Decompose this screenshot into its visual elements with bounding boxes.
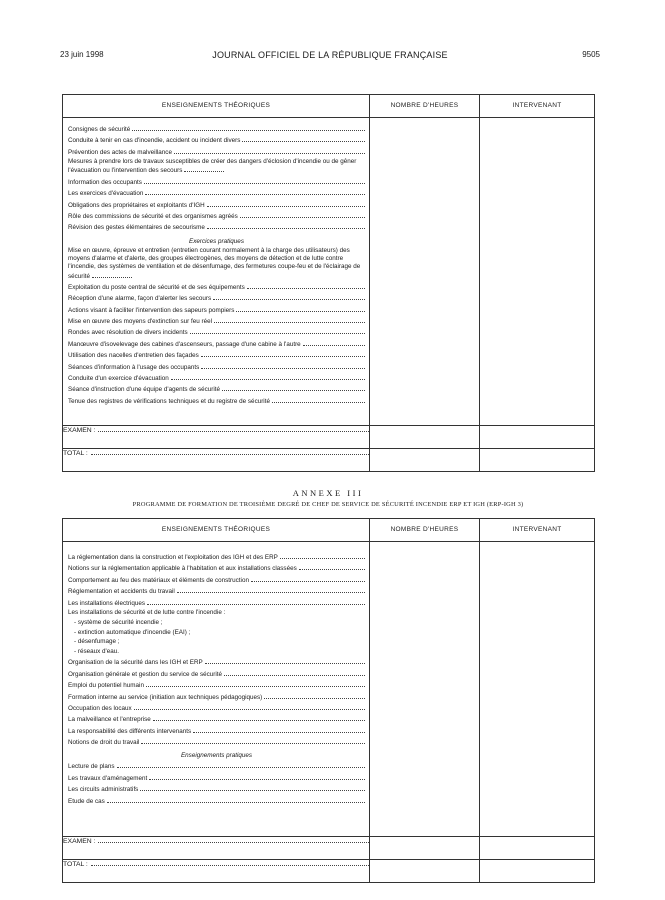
list-item: Révision des gestes élémentaires de secourisme bbox=[68, 222, 365, 233]
list-item: Occupation des locaux bbox=[68, 703, 365, 714]
table-programme-2 bbox=[62, 94, 595, 472]
list-item: Les installations électriques bbox=[68, 598, 365, 609]
total-label: TOTAL : bbox=[63, 861, 88, 868]
theory-list bbox=[63, 118, 369, 411]
total-label: TOTAL : bbox=[63, 450, 88, 457]
list-item: La réglementation dans la construction et l'exploitation des IGH et des ERP bbox=[68, 552, 365, 563]
list-item: Les exercices d'évacuation bbox=[68, 188, 365, 199]
col-header-enseignements: ENSEIGNEMENTS THÉORIQUES bbox=[63, 95, 370, 118]
table-programme-3 bbox=[62, 518, 595, 883]
list-item: Comportement au feu des matériaux et éléments de construction bbox=[68, 575, 365, 586]
exam-hours-cell bbox=[370, 426, 480, 449]
list-item: La malveillance et l'entreprise bbox=[68, 714, 365, 725]
exam-hours-cell bbox=[370, 837, 480, 860]
page-header bbox=[60, 50, 600, 64]
sub-item: - désenfumage ; bbox=[74, 638, 120, 646]
list-item: Séances d'information à l'usage des occupants bbox=[68, 362, 365, 373]
list-item: Information des occupants bbox=[68, 177, 365, 188]
header-date: 23 juin 1998 bbox=[60, 50, 104, 59]
list-item: Actions visant à faciliter l'intervention des sapeurs pompiers bbox=[68, 305, 365, 316]
list-item: Les travaux d'aménagement bbox=[68, 773, 365, 784]
header-page-number: 9505 bbox=[582, 50, 600, 59]
hours-cell bbox=[370, 118, 480, 426]
total-intervenant-cell bbox=[480, 449, 595, 472]
intervenant-cell bbox=[480, 542, 595, 837]
list-item: Organisation générale et gestion du service de sécurité bbox=[68, 669, 365, 680]
list-item: Manœuvre d'isovelevage des cabines d'ascenseurs, passage d'une cabine à l'autre bbox=[68, 339, 365, 350]
list-item: La responsabilité des différents intervenants bbox=[68, 726, 365, 737]
header-title: JOURNAL OFFICIEL DE LA RÉPUBLIQUE FRANÇAISE bbox=[212, 50, 448, 60]
list-item: Formation interne au service (initiation aux techniques pédagogiques) bbox=[68, 692, 365, 703]
col-header-intervenant: INTERVENANT bbox=[480, 519, 595, 542]
list-item: Tenue des registres de vérifications techniques et du registre de sécurité bbox=[68, 396, 365, 407]
annexe-subtitle: PROGRAMME DE FORMATION DE TROISIÈME DEGRÉ DE CHEF DE SERVICE DE SÉCURITÉ INCENDIE ERP ET IGH (ERP-IGH 3) bbox=[132, 501, 524, 508]
content-cell bbox=[63, 542, 370, 837]
list-item: Obligations des propriétaires et exploitants d'IGH bbox=[68, 200, 365, 211]
list-item: Conduite d'un exercice d'évacuation bbox=[68, 373, 365, 384]
list-item: Mise en œuvre, épreuve et entretien (entretien courant normalement à la charge des utilisateurs) des moyens d'alarme et d'alerte, des groupes électrogènes, des moyens de détection et de lutte contre l'incendie, des systèmes de ventilation et de désenfumage, des fermetures coupe-feu et de l'éclairage de sécurité bbox=[68, 246, 361, 280]
exam-label: EXAMEN : bbox=[63, 838, 96, 845]
col-header-heures: NOMBRE D'HEURES bbox=[370, 95, 480, 118]
list-item: Mise en œuvre des moyens d'extinction sur feu réel bbox=[68, 316, 365, 327]
list-item: Réglementation et accidents du travail bbox=[68, 586, 365, 597]
total-hours-cell bbox=[370, 860, 480, 883]
exam-intervenant-cell bbox=[480, 426, 595, 449]
list-item: Rôle des commissions de sécurité et des organismes agréés bbox=[68, 211, 365, 222]
annexe-heading bbox=[62, 488, 594, 508]
intervenant-cell bbox=[480, 118, 595, 426]
sub-item: - extinction automatique d'incendie (EAI) ; bbox=[74, 628, 191, 636]
list-item: Lecture de plans bbox=[68, 761, 365, 772]
total-hours-cell bbox=[370, 449, 480, 472]
list-item: Consignes de sécurité bbox=[68, 124, 365, 135]
section-heading: Exercices pratiques bbox=[189, 237, 244, 245]
list-item: Emploi du potentiel humain bbox=[68, 680, 365, 691]
annexe-title: ANNEXE III bbox=[292, 488, 364, 498]
installations-sublist bbox=[68, 619, 365, 657]
list-item: Mesures à prendre lors de travaux susceptibles de créer des dangers d'éclosion d'incendie ou de gêner l'évacuation ou l'intervention des secours bbox=[68, 158, 357, 175]
exam-label: EXAMEN : bbox=[63, 427, 96, 434]
sub-item: - système de sécurité incendie ; bbox=[74, 618, 163, 626]
list-item: Conduite à tenir en cas d'incendie, accident ou incident divers bbox=[68, 135, 365, 146]
list-item: Les circuits administratifs bbox=[68, 784, 365, 795]
list-item: Réception d'une alarme, façon d'alerter les secours bbox=[68, 293, 365, 304]
col-header-intervenant: INTERVENANT bbox=[480, 95, 595, 118]
list-item: Rondes avec résolution de divers incidents bbox=[68, 327, 365, 338]
col-header-heures: NOMBRE D'HEURES bbox=[370, 519, 480, 542]
theory-list bbox=[63, 542, 369, 811]
total-row bbox=[63, 860, 370, 883]
list-item: Notions de droit du travail bbox=[68, 737, 365, 748]
hours-cell bbox=[370, 542, 480, 837]
col-header-enseignements: ENSEIGNEMENTS THÉORIQUES bbox=[63, 519, 370, 542]
exam-intervenant-cell bbox=[480, 837, 595, 860]
sub-item: - réseaux d'eau. bbox=[74, 647, 119, 655]
exam-row bbox=[63, 426, 370, 449]
list-item: Les installations de sécurité et de lutte contre l'incendie : bbox=[68, 608, 226, 616]
list-item: Exploitation du poste central de sécurité et de ses équipements bbox=[68, 282, 365, 293]
list-item: Notions sur la réglementation applicable à l'habitation et aux installations classées bbox=[68, 563, 365, 574]
list-item: Utilisation des nacelles d'entretien des façades bbox=[68, 350, 365, 361]
content-cell bbox=[63, 118, 370, 426]
list-item: Prévention des actes de malveillance bbox=[68, 147, 365, 158]
list-item: Séance d'instruction d'une équipe d'agents de sécurité bbox=[68, 384, 365, 395]
exam-row bbox=[63, 837, 370, 860]
total-intervenant-cell bbox=[480, 860, 595, 883]
list-item: Organisation de la sécurité dans les IGH et ERP bbox=[68, 657, 365, 668]
list-item: Etude de cas bbox=[68, 796, 365, 807]
section-heading: Enseignements pratiques bbox=[180, 752, 253, 760]
total-row bbox=[63, 449, 370, 472]
